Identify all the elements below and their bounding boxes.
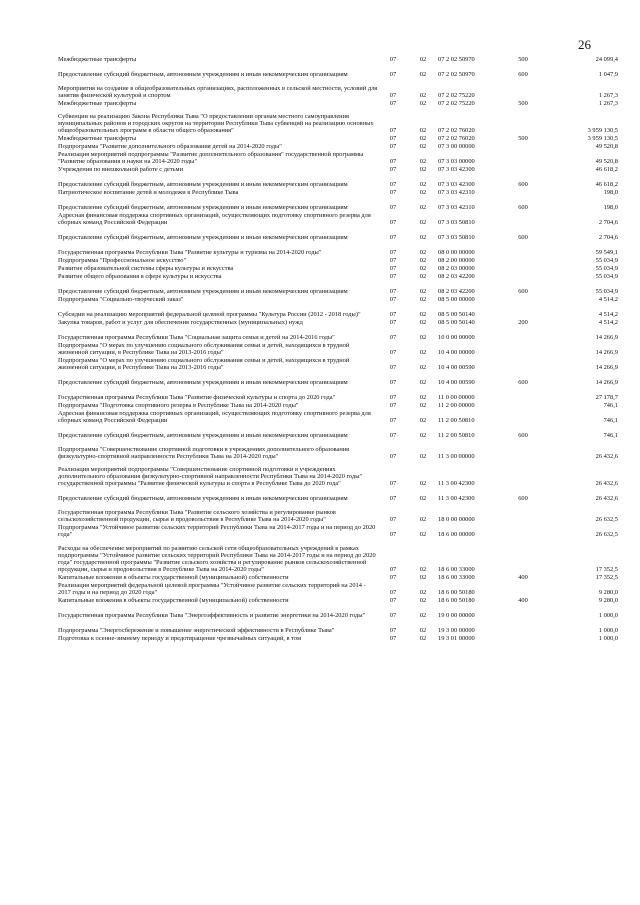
- row-name: Подготовка к осенне-зимнему периоду и предотвращение чрезвычайных ситуаций, в том: [58, 635, 302, 643]
- row-target-article: 11 3 00 42300: [438, 480, 475, 488]
- row-amount: 9 280,0: [598, 597, 618, 605]
- row-section: 07: [389, 249, 397, 257]
- row-name: Подпрограмма "Подготовка спортивного резерва в Республике Тыва на 2014-2020 годы": [58, 402, 299, 410]
- row-amount: 14 266,9: [595, 379, 618, 387]
- row-expense-type: [508, 410, 538, 425]
- row-section: 07: [389, 265, 397, 273]
- row-name: Предоставление субсидий бюджетным, автономным учреждениям и иным некоммерческим организациям: [58, 204, 348, 212]
- row-name: Подпрограмма "О мерах по улучшению социального обслуживания семьи и детей, находящихся в трудной жизненной ситуации, в Республике Тыва на 2013-2016 годы": [58, 342, 350, 357]
- row-name: Капитальные вложения в объекты государственной (муниципальной) собственности: [58, 597, 289, 605]
- row-target-article: 08 2 00 00000: [438, 257, 475, 265]
- row-target-article: 07 3 03 50810: [438, 219, 475, 227]
- row-amount: 26 432,6: [595, 453, 618, 461]
- row-subsection: 02: [419, 612, 427, 620]
- row-subsection: 02: [419, 189, 427, 197]
- row-amount: 59 549,1: [595, 249, 618, 257]
- table-row: [58, 461, 618, 488]
- row-name: Предоставление субсидий бюджетным, автономным учреждениям и иным некоммерческим организациям: [58, 71, 348, 79]
- row-amount: 1 000,0: [598, 612, 618, 620]
- row-target-article: 07 3 03 50810: [438, 234, 475, 242]
- table-row: [58, 425, 618, 440]
- row-section: 07: [389, 349, 397, 357]
- table-row: [58, 410, 618, 425]
- row-subsection: 02: [419, 143, 427, 151]
- row-subsection: 02: [419, 219, 427, 227]
- row-expense-type: [508, 605, 538, 620]
- row-section: 07: [389, 394, 397, 402]
- table-row: [58, 357, 618, 372]
- row-name: Государственная программа Республики Тыва "Социальная защита семьи и детей на 2014-2016 годы": [58, 334, 335, 342]
- table-row: [58, 64, 618, 79]
- row-expense-type: [508, 257, 538, 265]
- row-subsection: 02: [419, 234, 427, 242]
- row-subsection: 02: [419, 288, 427, 296]
- table-row: [58, 440, 618, 461]
- row-section: 07: [389, 71, 397, 79]
- table-row: [58, 620, 618, 635]
- row-subsection: 02: [419, 273, 427, 281]
- row-target-article: 19 3 01 00000: [438, 635, 475, 643]
- row-name: Подпрограмма "Профессиональное искусство": [58, 257, 187, 265]
- row-name: Реализация мероприятий подпрограммы "Развитие дополнительного образования" государственной программы "Развитие образования и науки на 2014-2020 годы": [58, 151, 364, 166]
- row-name: Развитие общего образования в сфере культуры и искусства: [58, 273, 222, 281]
- row-target-article: 07 2 02 50970: [438, 71, 475, 79]
- row-section: 07: [389, 311, 397, 319]
- row-expense-type: 600: [518, 234, 528, 242]
- row-section: 07: [389, 574, 397, 582]
- table-row: [58, 605, 618, 620]
- row-target-article: 10 4 00 00590: [438, 379, 475, 387]
- row-amount: 46 618,2: [595, 166, 618, 174]
- row-subsection: 02: [419, 531, 427, 539]
- row-amount: 27 178,7: [595, 394, 618, 402]
- table-row: [58, 503, 618, 524]
- row-name: Межбюджетные трансферты: [58, 135, 137, 143]
- row-amount: 26 432,6: [595, 495, 618, 503]
- row-amount: 746,1: [603, 432, 618, 440]
- row-subsection: 02: [419, 92, 427, 100]
- row-target-article: 10 4 00 00590: [438, 364, 475, 372]
- row-subsection: 02: [419, 364, 427, 372]
- row-subsection: 02: [419, 319, 427, 327]
- row-target-article: 11 2 00 50810: [438, 417, 475, 425]
- row-amount: 4 514,2: [598, 296, 618, 304]
- row-expense-type: [508, 440, 538, 461]
- table-row: [58, 582, 618, 597]
- row-section: 07: [389, 495, 397, 503]
- row-amount: 746,1: [603, 417, 618, 425]
- row-expense-type: 600: [518, 379, 528, 387]
- row-target-article: 18 6 00 33000: [438, 574, 475, 582]
- row-expense-type: [508, 242, 538, 257]
- row-subsection: 02: [419, 56, 427, 64]
- row-subsection: 02: [419, 166, 427, 174]
- row-subsection: 02: [419, 265, 427, 273]
- row-section: 07: [389, 273, 397, 281]
- row-name: Подпрограмма "О мерах по улучшению социального обслуживания семьи и детей, находящихся в трудной жизненной ситуации, в Республике Тыва на 2013-2016 годы": [58, 357, 350, 372]
- row-section: 07: [389, 379, 397, 387]
- row-section: 07: [389, 627, 397, 635]
- row-expense-type: [508, 304, 538, 319]
- row-section: 07: [389, 158, 397, 166]
- row-target-article: 07 2 02 50970: [438, 56, 475, 64]
- row-amount: 1 267,3: [598, 92, 618, 100]
- row-section: 07: [389, 127, 397, 135]
- row-expense-type: 500: [518, 56, 528, 64]
- row-subsection: 02: [419, 574, 427, 582]
- row-name: Предоставление субсидий бюджетным, автономным учреждениям и иным некоммерческим организациям: [58, 234, 348, 242]
- row-amount: 14 266,9: [595, 349, 618, 357]
- row-subsection: 02: [419, 495, 427, 503]
- table-row: [58, 100, 618, 108]
- row-expense-type: 400: [518, 574, 528, 582]
- row-subsection: 02: [419, 394, 427, 402]
- row-name: Межбюджетные трансферты: [58, 56, 137, 64]
- row-name: Подпрограмма "Развитие дополнительного образования детей на 2014-2020 годы": [58, 143, 282, 151]
- row-target-article: 08 5 00 50140: [438, 319, 475, 327]
- row-amount: 17 352,5: [595, 574, 618, 582]
- table-row: [58, 197, 618, 212]
- table-row: [58, 212, 618, 227]
- table-row: [58, 402, 618, 410]
- row-subsection: 02: [419, 158, 427, 166]
- row-target-article: 07 2 02 75220: [438, 100, 475, 108]
- row-section: 07: [389, 135, 397, 143]
- row-target-article: 08 2 03 42200: [438, 273, 475, 281]
- row-target-article: 07 2 02 75220: [438, 92, 475, 100]
- row-expense-type: [508, 108, 538, 135]
- row-expense-type: 500: [518, 100, 528, 108]
- row-section: 07: [389, 296, 397, 304]
- row-target-article: 18 0 00 00000: [438, 516, 475, 524]
- table-row: [58, 387, 618, 402]
- row-amount: 198,0: [603, 189, 618, 197]
- row-expense-type: [508, 189, 538, 197]
- row-expense-type: 500: [518, 135, 528, 143]
- table-row: [58, 189, 618, 197]
- row-name: Адресная финансовая поддержка спортивных организаций, осуществляющих подготовку спортивного резерва для сборных команд Российской Федерации: [58, 410, 371, 425]
- row-target-article: 19 0 00 00000: [438, 612, 475, 620]
- row-subsection: 02: [419, 249, 427, 257]
- row-subsection: 02: [419, 589, 427, 597]
- row-expense-type: [508, 524, 538, 539]
- row-subsection: 02: [419, 349, 427, 357]
- row-amount: 3 959 130,5: [587, 135, 618, 143]
- row-name: Мероприятия на создание в общеобразовательных организациях, расположенных в сельской местности, условий для занятия физической культурой и спортом: [58, 85, 378, 100]
- row-amount: 4 514,2: [598, 311, 618, 319]
- row-subsection: 02: [419, 627, 427, 635]
- row-name: Предоставление субсидий бюджетным, автономным учреждениям и иным некоммерческим организациям: [58, 181, 348, 189]
- row-amount: 26 632,5: [595, 516, 618, 524]
- row-target-article: 07 2 02 76020: [438, 135, 475, 143]
- row-expense-type: [508, 166, 538, 174]
- row-target-article: 11 3 00 42300: [438, 495, 475, 503]
- row-target-article: 10 0 00 00000: [438, 334, 475, 342]
- row-expense-type: [508, 143, 538, 151]
- row-expense-type: [508, 342, 538, 357]
- row-subsection: 02: [419, 334, 427, 342]
- row-section: 07: [389, 143, 397, 151]
- row-name: Субсидии на реализацию мероприятий федеральной целевой программы "Культура России (2012 - 2018 годы)": [58, 311, 361, 319]
- row-expense-type: 600: [518, 432, 528, 440]
- row-expense-type: 600: [518, 204, 528, 212]
- table-row: [58, 327, 618, 342]
- row-amount: 55 034,9: [595, 265, 618, 273]
- row-subsection: 02: [419, 379, 427, 387]
- row-name: Закупка товаров, работ и услуг для обеспечения государственных (муниципальных) нужд: [58, 319, 303, 327]
- row-name: Учреждения по внешкольной работе с детьми: [58, 166, 184, 174]
- row-amount: 55 034,9: [595, 273, 618, 281]
- row-expense-type: 400: [518, 597, 528, 605]
- row-subsection: 02: [419, 566, 427, 574]
- table-row: [58, 174, 618, 189]
- row-expense-type: [508, 327, 538, 342]
- row-subsection: 02: [419, 453, 427, 461]
- row-target-article: 07 3 03 00000: [438, 158, 475, 166]
- row-expense-type: [508, 461, 538, 488]
- row-target-article: 07 3 03 42300: [438, 181, 475, 189]
- row-target-article: 08 2 03 42200: [438, 288, 475, 296]
- budget-table: [58, 56, 618, 643]
- row-target-article: 07 3 00 00000: [438, 143, 475, 151]
- row-subsection: 02: [419, 181, 427, 189]
- table-row: [58, 635, 618, 643]
- row-expense-type: 600: [518, 495, 528, 503]
- row-target-article: 07 3 03 42310: [438, 204, 475, 212]
- row-target-article: 07 3 03 42300: [438, 166, 475, 174]
- row-section: 07: [389, 417, 397, 425]
- table-row: [58, 56, 618, 64]
- table-row: [58, 372, 618, 387]
- row-target-article: 07 2 02 76020: [438, 127, 475, 135]
- row-section: 07: [389, 92, 397, 100]
- row-expense-type: [508, 503, 538, 524]
- table-row: [58, 227, 618, 242]
- row-expense-type: [508, 79, 538, 100]
- row-section: 07: [389, 56, 397, 64]
- row-section: 07: [389, 234, 397, 242]
- table-row: [58, 108, 618, 135]
- row-target-article: 11 2 00 50810: [438, 432, 475, 440]
- row-section: 07: [389, 612, 397, 620]
- row-amount: 9 280,0: [598, 589, 618, 597]
- row-name: Патриотическое воспитание детей и молодежи в Республике Тыва: [58, 189, 239, 197]
- row-expense-type: 600: [518, 288, 528, 296]
- row-amount: 3 959 130,5: [587, 127, 618, 135]
- row-target-article: 18 6 00 33000: [438, 566, 475, 574]
- row-section: 07: [389, 189, 397, 197]
- table-row: [58, 296, 618, 304]
- row-section: 07: [389, 288, 397, 296]
- row-expense-type: [508, 402, 538, 410]
- row-subsection: 02: [419, 597, 427, 605]
- row-target-article: 08 5 00 50140: [438, 311, 475, 319]
- row-amount: 746,1: [603, 402, 618, 410]
- table-row: [58, 281, 618, 296]
- table-row: [58, 488, 618, 503]
- row-expense-type: [508, 296, 538, 304]
- table-row: [58, 143, 618, 151]
- row-target-article: 18 6 00 50180: [438, 597, 475, 605]
- row-amount: 55 034,9: [595, 288, 618, 296]
- row-section: 07: [389, 181, 397, 189]
- row-name: Подпрограмма "Социально-творческий заказ": [58, 296, 184, 304]
- row-section: 07: [389, 166, 397, 174]
- row-subsection: 02: [419, 204, 427, 212]
- row-target-article: 10 4 00 00000: [438, 349, 475, 357]
- row-section: 07: [389, 402, 397, 410]
- row-amount: 14 266,9: [595, 364, 618, 372]
- row-name: Подпрограмма "Устойчивое развитие сельских территорий Республики Тыва на 2014-2017 годы и на период до 2020 года": [58, 524, 376, 539]
- row-subsection: 02: [419, 432, 427, 440]
- row-section: 07: [389, 453, 397, 461]
- row-name: Подпрограмма "Совершенствование спортивной подготовки в учреждениях дополнительного образования физкультурно-спортивной направленности Республики Тыва на 2014-2020 годы": [58, 446, 350, 461]
- row-amount: 26 632,5: [595, 531, 618, 539]
- row-section: 07: [389, 516, 397, 524]
- row-target-article: 08 2 03 00000: [438, 265, 475, 273]
- row-amount: 1 267,3: [598, 100, 618, 108]
- table-row: [58, 265, 618, 273]
- row-name: Адресная финансовая поддержка спортивных организаций, осуществляющих подготовку спортивного резерва для сборных команд Российской Федерации: [58, 212, 371, 227]
- row-target-article: 11 3 00 00000: [438, 453, 475, 461]
- row-section: 07: [389, 219, 397, 227]
- row-subsection: 02: [419, 635, 427, 643]
- table-row: [58, 524, 618, 539]
- table-row: [58, 151, 618, 166]
- row-target-article: 08 5 00 00000: [438, 296, 475, 304]
- row-section: 07: [389, 432, 397, 440]
- row-section: 07: [389, 364, 397, 372]
- row-section: 07: [389, 204, 397, 212]
- row-subsection: 02: [419, 257, 427, 265]
- row-subsection: 02: [419, 71, 427, 79]
- row-amount: 1 047,9: [598, 71, 618, 79]
- row-name: Предоставление субсидий бюджетным, автономным учреждениям и иным некоммерческим организациям: [58, 379, 348, 387]
- row-section: 07: [389, 597, 397, 605]
- table-row: [58, 574, 618, 582]
- row-target-article: 07 3 03 42310: [438, 189, 475, 197]
- row-name: Предоставление субсидий бюджетным, автономным учреждениям и иным некоммерческим организациям: [58, 432, 348, 440]
- row-name: Развитие образовательной системы сферы культуры и искусства: [58, 265, 234, 273]
- row-amount: 46 618,2: [595, 181, 618, 189]
- row-amount: 2 704,6: [598, 219, 618, 227]
- row-subsection: 02: [419, 127, 427, 135]
- row-expense-type: [508, 273, 538, 281]
- row-target-article: 11 2 00 00000: [438, 402, 475, 410]
- row-name: Расходы на обеспечение мероприятий по развитию сельской сети общеобразовательных учреждений в рамках подпрограммы "Устойчивое развитие сельских территорий Республики Тыва на 2014-2017 годы и на период до 2020 года" государственной программы "Развитие сельского хозяйства и регулирование рынков сельскохозяйственной продукции, сырья и продовольствия в Республике Тыва на 2014-2020 годы": [58, 545, 376, 574]
- row-amount: 24 099,4: [595, 56, 618, 64]
- row-amount: 17 352,5: [595, 566, 618, 574]
- row-subsection: 02: [419, 402, 427, 410]
- table-row: [58, 135, 618, 143]
- table-row: [58, 79, 618, 100]
- row-name: Реализация мероприятий федеральной целевой программы "Устойчивое развитие сельских территорий на 2014 - 2017 годы и на период до 2020 года": [58, 582, 366, 597]
- row-name: Государственная программа Республики Тыва "Развитие культуры и туризма на 2014-2020 годы": [58, 249, 322, 257]
- row-section: 07: [389, 257, 397, 265]
- row-subsection: 02: [419, 417, 427, 425]
- row-name: Предоставление субсидий бюджетным, автономным учреждениям и иным некоммерческим организациям: [58, 495, 348, 503]
- row-amount: 14 266,9: [595, 334, 618, 342]
- row-subsection: 02: [419, 516, 427, 524]
- row-section: 07: [389, 100, 397, 108]
- row-name: Государственная программа Республики Тыва "Энергоэффективность и развитие энергетики на 2014-2020 годы": [58, 612, 366, 620]
- row-section: 07: [389, 531, 397, 539]
- row-subsection: 02: [419, 135, 427, 143]
- table-row: [58, 166, 618, 174]
- table-row: [58, 304, 618, 319]
- row-name: Капитальные вложения в объекты государственной (муниципальной) собственности: [58, 574, 289, 582]
- row-amount: 2 704,6: [598, 234, 618, 242]
- page-number: 26: [578, 37, 591, 52]
- row-section: 07: [389, 480, 397, 488]
- table-row: [58, 539, 618, 574]
- row-subsection: 02: [419, 296, 427, 304]
- row-amount: 4 514,2: [598, 319, 618, 327]
- row-amount: 198,0: [603, 204, 618, 212]
- row-section: 07: [389, 334, 397, 342]
- row-target-article: 18 6 00 00000: [438, 531, 475, 539]
- table-row: [58, 319, 618, 327]
- row-amount: 49 520,8: [595, 158, 618, 166]
- row-subsection: 02: [419, 100, 427, 108]
- row-expense-type: [508, 620, 538, 635]
- row-expense-type: [508, 212, 538, 227]
- row-name: Субвенции на реализацию Закона Республики Тыва "О предоставлении органам местного самоуправления муниципальных районов и городских округов на территории Республики Тыва субвенций на реализацию основных общеобразовательных программ в области общего образования": [58, 113, 374, 135]
- row-expense-type: [508, 357, 538, 372]
- table-row: [58, 273, 618, 281]
- row-name: Предоставление субсидий бюджетным, автономным учреждениям и иным некоммерческим организациям: [58, 288, 348, 296]
- row-subsection: 02: [419, 480, 427, 488]
- row-subsection: 02: [419, 311, 427, 319]
- row-name: Подпрограмма "Энергосбережение и повышение энергетической эффективности в Республике Тыва": [58, 627, 335, 635]
- table-row: [58, 342, 618, 357]
- row-name: Государственная программа Республики Тыва "Развитие сельского хозяйства и регулирование рынков сельскохозяйственной продукции, сырья и продовольствия в Республике Тыва на 2014-2020 годы": [58, 509, 336, 524]
- row-expense-type: [508, 582, 538, 597]
- row-name: Межбюджетные трансферты: [58, 100, 137, 108]
- row-amount: 1 000,0: [598, 635, 618, 643]
- row-expense-type: [508, 151, 538, 166]
- row-name: Государственная программа Республики Тыва "Развитие физической культуры и спорта до 2020 года": [58, 394, 336, 402]
- table-row: [58, 242, 618, 257]
- row-amount: 55 034,9: [595, 257, 618, 265]
- row-expense-type: 600: [518, 71, 528, 79]
- row-section: 07: [389, 635, 397, 643]
- row-expense-type: [508, 539, 538, 574]
- row-amount: 26 432,6: [595, 480, 618, 488]
- row-name: Реализация мероприятий подпрограммы "Совершенствование спортивной подготовки в учреждениях дополнительного образования физкультурно-спортивной направленности Республики Тыва на 2014-2020 годы" государственной программы "Развитие физической культуры и спорта в Республике Тыва до 2020 года": [58, 466, 363, 488]
- row-target-article: 18 6 00 50180: [438, 589, 475, 597]
- row-expense-type: 600: [518, 181, 528, 189]
- row-expense-type: [508, 387, 538, 402]
- table-row: [58, 597, 618, 605]
- row-expense-type: 200: [518, 319, 528, 327]
- row-expense-type: [508, 265, 538, 273]
- row-target-article: 11 0 00 00000: [438, 394, 475, 402]
- table-row: [58, 257, 618, 265]
- row-section: 07: [389, 589, 397, 597]
- row-amount: 1 000,0: [598, 627, 618, 635]
- row-section: 07: [389, 319, 397, 327]
- row-target-article: 19 3 00 00000: [438, 627, 475, 635]
- row-amount: 49 520,8: [595, 143, 618, 151]
- row-target-article: 08 0 00 00000: [438, 249, 475, 257]
- row-section: 07: [389, 566, 397, 574]
- row-expense-type: [508, 635, 538, 643]
